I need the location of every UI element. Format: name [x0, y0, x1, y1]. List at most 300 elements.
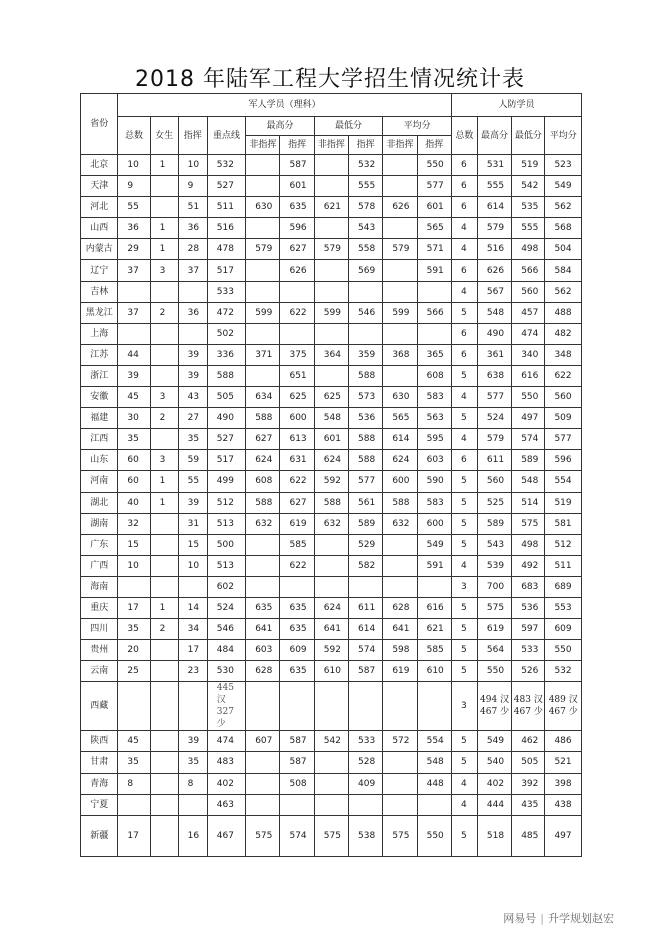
value-cell	[417, 794, 451, 815]
table-row	[81, 576, 582, 597]
province-cell: 云南	[81, 661, 118, 682]
value-cell: 10	[118, 155, 150, 176]
value-cell: 554	[545, 471, 582, 492]
table-row	[81, 773, 582, 794]
value-cell: 6	[451, 260, 477, 281]
value-cell: 588	[383, 492, 417, 513]
value-cell: 474	[512, 323, 545, 344]
value-cell	[417, 682, 451, 731]
value-cell	[246, 155, 280, 176]
value-cell	[150, 513, 178, 534]
value-cell: 5	[451, 661, 477, 682]
value-cell	[383, 155, 417, 176]
value-cell: 628	[383, 597, 417, 618]
province-cell: 广西	[81, 555, 118, 576]
value-cell: 549	[477, 731, 511, 752]
value-cell: 505	[512, 752, 545, 773]
province-cell: 甘肃	[81, 752, 118, 773]
value-cell: 508	[280, 773, 314, 794]
value-cell: 581	[545, 513, 582, 534]
value-cell: 490	[207, 408, 245, 429]
value-cell: 2	[150, 619, 178, 640]
value-cell: 560	[545, 387, 582, 408]
value-cell: 532	[349, 155, 383, 176]
province-cell: 浙江	[81, 365, 118, 386]
value-cell	[417, 323, 451, 344]
value-cell: 513	[207, 513, 245, 534]
province-cell: 新疆	[81, 815, 118, 856]
value-cell	[383, 365, 417, 386]
value-cell: 4	[451, 555, 477, 576]
value-cell: 409	[349, 773, 383, 794]
value-cell: 519	[512, 155, 545, 176]
value-cell: 614	[383, 429, 417, 450]
value-cell: 584	[545, 260, 582, 281]
value-cell: 625	[280, 387, 314, 408]
value-cell: 5	[451, 815, 477, 856]
value-cell: 504	[545, 239, 582, 260]
table-row	[81, 731, 582, 752]
value-cell: 59	[178, 450, 207, 471]
value-cell: 548	[417, 752, 451, 773]
value-cell: 40	[118, 492, 150, 513]
value-cell: 457	[512, 302, 545, 323]
header-military-group: 军人学员（理科）	[118, 94, 452, 117]
value-cell: 8	[178, 773, 207, 794]
value-cell	[150, 815, 178, 856]
value-cell: 494 汉 467 少	[477, 682, 511, 731]
table-row	[81, 302, 582, 323]
value-cell: 6	[451, 450, 477, 471]
value-cell: 627	[280, 492, 314, 513]
value-cell: 509	[545, 408, 582, 429]
value-cell: 595	[417, 429, 451, 450]
value-cell: 533	[349, 731, 383, 752]
value-cell: 533	[207, 281, 245, 302]
value-cell: 546	[207, 619, 245, 640]
value-cell: 621	[417, 619, 451, 640]
value-cell	[118, 682, 150, 731]
value-cell: 550	[477, 661, 511, 682]
value-cell: 588	[314, 492, 348, 513]
value-cell: 585	[280, 534, 314, 555]
value-cell: 529	[349, 534, 383, 555]
province-cell: 山东	[81, 450, 118, 471]
value-cell: 489 汉 467 少	[545, 682, 582, 731]
value-cell: 4	[451, 281, 477, 302]
value-cell: 571	[417, 239, 451, 260]
value-cell: 25	[118, 661, 150, 682]
value-cell: 621	[314, 197, 348, 218]
value-cell: 10	[178, 155, 207, 176]
value-cell: 505	[207, 387, 245, 408]
value-cell: 435	[512, 794, 545, 815]
value-cell	[383, 752, 417, 773]
value-cell: 569	[349, 260, 383, 281]
header-civil-total: 总数	[451, 117, 477, 155]
value-cell: 624	[246, 450, 280, 471]
value-cell: 60	[118, 471, 150, 492]
value-cell: 2	[150, 408, 178, 429]
value-cell: 28	[178, 239, 207, 260]
value-cell: 1	[150, 597, 178, 618]
value-cell: 498	[512, 239, 545, 260]
value-cell: 558	[349, 239, 383, 260]
value-cell: 14	[178, 597, 207, 618]
value-cell	[383, 794, 417, 815]
value-cell: 536	[349, 408, 383, 429]
value-cell: 575	[246, 815, 280, 856]
value-cell: 622	[545, 365, 582, 386]
value-cell	[178, 682, 207, 731]
value-cell: 532	[207, 155, 245, 176]
value-cell: 17	[178, 640, 207, 661]
value-cell: 592	[314, 640, 348, 661]
table-row	[81, 218, 582, 239]
value-cell: 5	[451, 471, 477, 492]
value-cell: 359	[349, 344, 383, 365]
province-cell: 湖北	[81, 492, 118, 513]
value-cell: 560	[477, 471, 511, 492]
value-cell: 524	[477, 408, 511, 429]
value-cell: 392	[512, 773, 545, 794]
value-cell	[349, 281, 383, 302]
value-cell	[314, 365, 348, 386]
value-cell: 555	[512, 218, 545, 239]
table-row	[81, 155, 582, 176]
value-cell: 482	[545, 323, 582, 344]
value-cell: 622	[280, 471, 314, 492]
value-cell: 514	[512, 492, 545, 513]
value-cell	[314, 682, 348, 731]
value-cell: 29	[118, 239, 150, 260]
value-cell: 463	[207, 794, 245, 815]
value-cell: 474	[207, 731, 245, 752]
province-cell: 四川	[81, 619, 118, 640]
value-cell: 608	[417, 365, 451, 386]
value-cell: 16	[178, 815, 207, 856]
value-cell	[314, 534, 348, 555]
province-cell: 河南	[81, 471, 118, 492]
header-min-command: 指挥	[349, 136, 383, 155]
value-cell: 10	[118, 555, 150, 576]
value-cell	[246, 773, 280, 794]
province-cell: 贵州	[81, 640, 118, 661]
value-cell: 589	[512, 450, 545, 471]
value-cell: 689	[545, 576, 582, 597]
table-row	[81, 492, 582, 513]
value-cell: 588	[349, 429, 383, 450]
value-cell: 632	[246, 513, 280, 534]
value-cell: 478	[207, 239, 245, 260]
province-cell: 黑龙江	[81, 302, 118, 323]
value-cell: 365	[417, 344, 451, 365]
value-cell: 603	[417, 450, 451, 471]
value-cell: 531	[477, 155, 511, 176]
value-cell: 542	[314, 731, 348, 752]
value-cell: 638	[477, 365, 511, 386]
value-cell	[280, 682, 314, 731]
value-cell: 511	[207, 197, 245, 218]
value-cell: 31	[178, 513, 207, 534]
value-cell: 579	[383, 239, 417, 260]
table-row	[81, 752, 582, 773]
value-cell: 599	[314, 302, 348, 323]
value-cell	[314, 752, 348, 773]
value-cell: 10	[178, 555, 207, 576]
value-cell	[118, 794, 150, 815]
value-cell: 5	[451, 731, 477, 752]
value-cell: 43	[178, 387, 207, 408]
value-cell: 8	[118, 773, 150, 794]
value-cell: 9	[118, 176, 150, 197]
value-cell: 635	[280, 619, 314, 640]
value-cell: 371	[246, 344, 280, 365]
value-cell	[150, 576, 178, 597]
value-cell: 587	[280, 155, 314, 176]
value-cell: 585	[417, 640, 451, 661]
value-cell: 588	[349, 365, 383, 386]
value-cell: 627	[246, 429, 280, 450]
value-cell: 611	[349, 597, 383, 618]
value-cell: 6	[451, 197, 477, 218]
value-cell: 590	[417, 471, 451, 492]
value-cell: 555	[349, 176, 383, 197]
table-row	[81, 387, 582, 408]
value-cell: 567	[477, 281, 511, 302]
value-cell	[246, 365, 280, 386]
value-cell: 5	[451, 492, 477, 513]
value-cell: 60	[118, 450, 150, 471]
value-cell: 1	[150, 155, 178, 176]
value-cell: 634	[246, 387, 280, 408]
value-cell: 483	[207, 752, 245, 773]
value-cell: 619	[477, 619, 511, 640]
value-cell: 591	[417, 555, 451, 576]
value-cell: 553	[545, 597, 582, 618]
value-cell	[417, 281, 451, 302]
province-cell: 西藏	[81, 682, 118, 731]
value-cell: 37	[118, 302, 150, 323]
province-cell: 重庆	[81, 597, 118, 618]
value-cell: 583	[417, 387, 451, 408]
value-cell: 641	[246, 619, 280, 640]
value-cell: 575	[477, 597, 511, 618]
value-cell: 4	[451, 218, 477, 239]
value-cell: 1	[150, 239, 178, 260]
header-key-line: 重点线	[207, 117, 245, 155]
value-cell	[246, 576, 280, 597]
value-cell: 591	[417, 260, 451, 281]
province-cell: 内蒙古	[81, 239, 118, 260]
value-cell: 368	[383, 344, 417, 365]
value-cell: 530	[207, 661, 245, 682]
value-cell	[150, 640, 178, 661]
value-cell: 579	[314, 239, 348, 260]
value-cell	[246, 794, 280, 815]
table-row	[81, 239, 582, 260]
province-cell: 江西	[81, 429, 118, 450]
value-cell	[280, 576, 314, 597]
value-cell: 577	[545, 429, 582, 450]
value-cell: 549	[417, 534, 451, 555]
value-cell: 35	[178, 752, 207, 773]
value-cell: 626	[477, 260, 511, 281]
value-cell: 561	[349, 492, 383, 513]
value-cell: 635	[246, 597, 280, 618]
province-cell: 湖南	[81, 513, 118, 534]
value-cell: 568	[545, 218, 582, 239]
value-cell: 524	[207, 597, 245, 618]
value-cell: 588	[349, 450, 383, 471]
value-cell: 550	[417, 815, 451, 856]
value-cell: 39	[178, 344, 207, 365]
value-cell: 550	[512, 387, 545, 408]
value-cell: 607	[246, 731, 280, 752]
value-cell: 502	[207, 323, 245, 344]
value-cell: 37	[118, 260, 150, 281]
footer: 网易号 | 升学规划赵宏	[503, 912, 614, 925]
value-cell: 596	[280, 218, 314, 239]
value-cell: 523	[545, 155, 582, 176]
value-cell	[417, 576, 451, 597]
value-cell: 596	[545, 450, 582, 471]
header-min-non-command: 非指挥	[314, 136, 348, 155]
value-cell: 36	[178, 218, 207, 239]
value-cell: 35	[118, 752, 150, 773]
value-cell: 622	[280, 555, 314, 576]
value-cell	[280, 794, 314, 815]
value-cell: 549	[545, 176, 582, 197]
value-cell: 587	[349, 661, 383, 682]
value-cell: 548	[477, 302, 511, 323]
value-cell	[314, 176, 348, 197]
province-cell: 辽宁	[81, 260, 118, 281]
table-row	[81, 794, 582, 815]
value-cell: 521	[545, 752, 582, 773]
value-cell	[246, 534, 280, 555]
value-cell: 17	[118, 815, 150, 856]
value-cell: 630	[383, 387, 417, 408]
header-avg: 平均分	[383, 117, 452, 136]
value-cell: 574	[349, 640, 383, 661]
value-cell	[150, 534, 178, 555]
value-cell: 540	[477, 752, 511, 773]
value-cell: 23	[178, 661, 207, 682]
value-cell: 577	[417, 176, 451, 197]
value-cell: 402	[477, 773, 511, 794]
value-cell	[150, 794, 178, 815]
table-row	[81, 597, 582, 618]
value-cell: 588	[207, 365, 245, 386]
header-civil-max: 最高分	[477, 117, 511, 155]
value-cell: 6	[451, 323, 477, 344]
value-cell: 573	[349, 387, 383, 408]
value-cell	[150, 661, 178, 682]
value-cell	[246, 260, 280, 281]
value-cell: 632	[383, 513, 417, 534]
value-cell	[150, 429, 178, 450]
value-cell: 631	[280, 450, 314, 471]
value-cell	[383, 576, 417, 597]
value-cell: 548	[314, 408, 348, 429]
value-cell: 5	[451, 365, 477, 386]
value-cell: 34	[178, 619, 207, 640]
value-cell	[246, 323, 280, 344]
value-cell: 497	[512, 408, 545, 429]
value-cell: 15	[118, 534, 150, 555]
page-title: 2018 年陆军工程大学招生情况统计表	[135, 67, 525, 92]
value-cell	[246, 281, 280, 302]
province-cell: 陕西	[81, 731, 118, 752]
value-cell: 4	[451, 773, 477, 794]
value-cell: 3	[451, 682, 477, 731]
value-cell: 579	[246, 239, 280, 260]
value-cell: 512	[207, 492, 245, 513]
value-cell	[383, 534, 417, 555]
value-cell	[150, 176, 178, 197]
header-civil-avg: 平均分	[545, 117, 582, 155]
value-cell: 516	[477, 239, 511, 260]
value-cell: 609	[545, 619, 582, 640]
value-cell: 579	[477, 429, 511, 450]
table-row	[81, 429, 582, 450]
province-cell: 安徽	[81, 387, 118, 408]
value-cell: 611	[477, 450, 511, 471]
value-cell: 635	[280, 661, 314, 682]
value-cell: 438	[545, 794, 582, 815]
value-cell	[150, 344, 178, 365]
province-cell: 宁夏	[81, 794, 118, 815]
value-cell: 517	[207, 260, 245, 281]
value-cell: 560	[512, 281, 545, 302]
value-cell: 574	[280, 815, 314, 856]
value-cell: 543	[349, 218, 383, 239]
value-cell: 39	[178, 365, 207, 386]
value-cell: 579	[477, 218, 511, 239]
value-cell: 610	[314, 661, 348, 682]
header-max: 最高分	[246, 117, 315, 136]
table-row	[81, 640, 582, 661]
header-command: 指挥	[178, 117, 207, 155]
value-cell: 528	[349, 752, 383, 773]
value-cell: 448	[417, 773, 451, 794]
table-row	[81, 365, 582, 386]
value-cell: 550	[545, 640, 582, 661]
value-cell: 566	[417, 302, 451, 323]
value-cell: 543	[477, 534, 511, 555]
value-cell	[150, 555, 178, 576]
value-cell: 55	[178, 471, 207, 492]
value-cell: 513	[207, 555, 245, 576]
value-cell: 616	[417, 597, 451, 618]
value-cell	[349, 323, 383, 344]
value-cell: 336	[207, 344, 245, 365]
value-cell	[150, 682, 178, 731]
value-cell	[246, 176, 280, 197]
value-cell: 574	[512, 429, 545, 450]
value-cell: 619	[383, 661, 417, 682]
province-cell: 海南	[81, 576, 118, 597]
table-row	[81, 450, 582, 471]
table-row	[81, 260, 582, 281]
table-row	[81, 513, 582, 534]
value-cell: 6	[451, 176, 477, 197]
value-cell	[383, 323, 417, 344]
value-cell: 588	[246, 492, 280, 513]
value-cell: 588	[246, 408, 280, 429]
value-cell: 562	[545, 197, 582, 218]
